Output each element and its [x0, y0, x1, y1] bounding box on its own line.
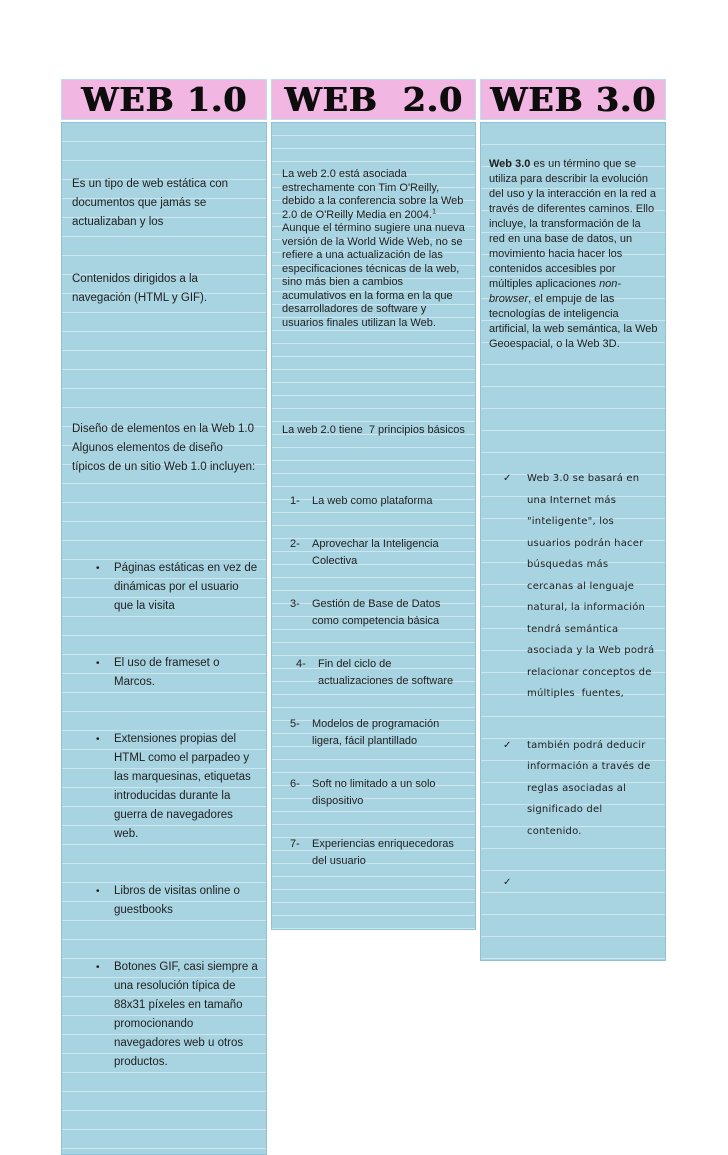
column-web-1-0	[61, 79, 267, 1068]
list-item-text: El uso de frameset o Marcos.	[114, 657, 223, 688]
list-item-text: Aprovechar la Inteligencia Colectiva	[312, 538, 442, 567]
list-item-text: Fin del ciclo de actualizaciones de software	[318, 658, 454, 687]
list-number: 1-	[290, 494, 300, 507]
list-item-text: La web como plataforma	[312, 494, 433, 507]
column-web-2-0	[271, 79, 476, 867]
web1-intro-line: Contenidos dirigidos a la navegación (HTML y GIF).	[72, 273, 208, 304]
list-item	[282, 493, 467, 510]
list-number: 3-	[290, 598, 300, 610]
web3-paragraph	[489, 157, 659, 352]
list-item	[489, 468, 659, 705]
list-number: 4-	[296, 658, 306, 670]
checkmark-icon: ✓	[503, 877, 512, 888]
list-item-text: Modelos de programación ligera, fácil plantillado	[312, 718, 443, 747]
list-item	[489, 735, 659, 843]
list-item	[72, 559, 261, 616]
list-item-text: Páginas estáticas en vez de dinámicas por el usuario que la visita	[114, 562, 261, 612]
web3-paragraph-text: es un término que se utiliza para describir la evolución del uso y la interacción en la red a través de diferentes caminos. Ello incluye, la transformación de la red en una base de datos, un movimiento hacia hacer los contenidos accesibles por múltiples aplicaciones	[489, 158, 659, 290]
list-item-text: Soft no limitado a un solo dispositivo	[312, 778, 439, 807]
header-web-1-0	[61, 79, 267, 120]
list-item	[282, 776, 467, 809]
list-item	[282, 656, 467, 689]
list-item	[282, 536, 467, 569]
spacer	[489, 382, 659, 408]
bullet-icon: •	[96, 658, 100, 669]
list-item-text: Experiencias enriquecedoras del usuario	[312, 838, 457, 867]
list-item	[282, 596, 467, 629]
list-number: 2-	[290, 538, 300, 550]
bullet-icon: •	[96, 734, 100, 745]
footnote-ref: 1	[432, 207, 436, 215]
checkmark-icon: ✓	[503, 739, 512, 751]
web3-paragraph-text: , el empuje de las tecnologías de inteligencia artificial, la web semántica, la Web Geoespacial, o la Web 3D.	[489, 293, 661, 350]
web2-numbered-list	[282, 466, 467, 897]
web1-intro-line: Es un tipo de web estática con documentos que jamás se actualizaban y los	[72, 178, 232, 228]
header-web-1-0-label: WEB 1.0	[80, 80, 247, 119]
header-web-2-0-label: WEB 2.0	[284, 80, 463, 119]
web2-paragraph	[282, 168, 467, 330]
list-item	[282, 716, 467, 749]
body-web-2-0	[271, 122, 476, 930]
list-item	[72, 958, 262, 1072]
list-number: 6-	[290, 778, 300, 790]
list-item	[489, 872, 659, 894]
list-item	[72, 882, 258, 920]
web1-design-heading: Diseño de elementos en la Web 1.0 Algunos elementos de diseño típicos de un sitio Web 1.0 incluyen:	[72, 423, 257, 473]
spacer	[72, 346, 258, 382]
spacer	[282, 357, 467, 397]
list-item-text	[527, 872, 659, 894]
bullet-icon: •	[96, 886, 100, 897]
web3-term: Web 3.0	[489, 158, 531, 170]
list-item-text: Extensiones propias del HTML como el parpadeo y las marquesinas, etiquetas introducidas durante la guerra de navegadores web.	[114, 733, 255, 840]
web1-bullet-list	[72, 521, 262, 1110]
list-item-text: Web 3.0 se basará en una Internet más "inteligente", los usuarios podrán hacer búsquedas más cercanas al lenguaje natural, la información tendrá semántica asociada y la Web podrá relacionar conceptos de múltiples fuentes,	[527, 473, 658, 699]
list-item-text: Botones GIF, casi siempre a una resolución típica de 88x31 píxeles en tamaño promocionando navegadores web u otros productos.	[114, 961, 262, 1068]
web2-paragraph-text: Aunque el término sugiere una nueva versión de la World Wide Web, no se refiere a una actualización de las especificaciones técnicas de la web, sino más bien a cambios acumulativos en la forma en la que desarrolladores de software y usuarios finales utilizan la Web.	[282, 208, 468, 329]
header-web-3-0-label: WEB 3.0	[489, 80, 656, 119]
checkmark-icon: ✓	[503, 473, 512, 484]
list-item-text: Libros de visitas online o guestbooks	[114, 885, 244, 916]
list-item	[282, 836, 467, 869]
web3-italic-term: non-browser	[489, 278, 622, 305]
list-item	[72, 730, 258, 844]
body-web-3-0	[480, 122, 666, 961]
web-comparison-table	[61, 79, 666, 1068]
list-item-text: Gestión de Base de Datos como competencia básica	[312, 598, 444, 627]
bullet-icon: •	[96, 962, 100, 973]
column-web-3-0	[480, 79, 666, 888]
body-web-1-0	[61, 122, 267, 1155]
web2-principles-heading: La web 2.0 tiene 7 principios básicos	[282, 424, 465, 436]
list-number: 5-	[290, 718, 300, 730]
bullet-icon: •	[96, 563, 100, 574]
list-number: 7-	[290, 838, 300, 850]
list-item-text: también podrá deducir información a través de reglas asociadas al significado del contenido.	[527, 739, 654, 837]
header-web-3-0	[480, 79, 666, 120]
header-web-2-0	[271, 79, 476, 120]
web2-paragraph-text: La web 2.0 está asociada estrechamente con Tim O'Reilly, debido a la conferencia sobre la Web 2.0 de O'Reilly Media en 2004.	[282, 168, 467, 221]
web3-check-list	[489, 438, 659, 924]
list-item	[72, 654, 258, 692]
